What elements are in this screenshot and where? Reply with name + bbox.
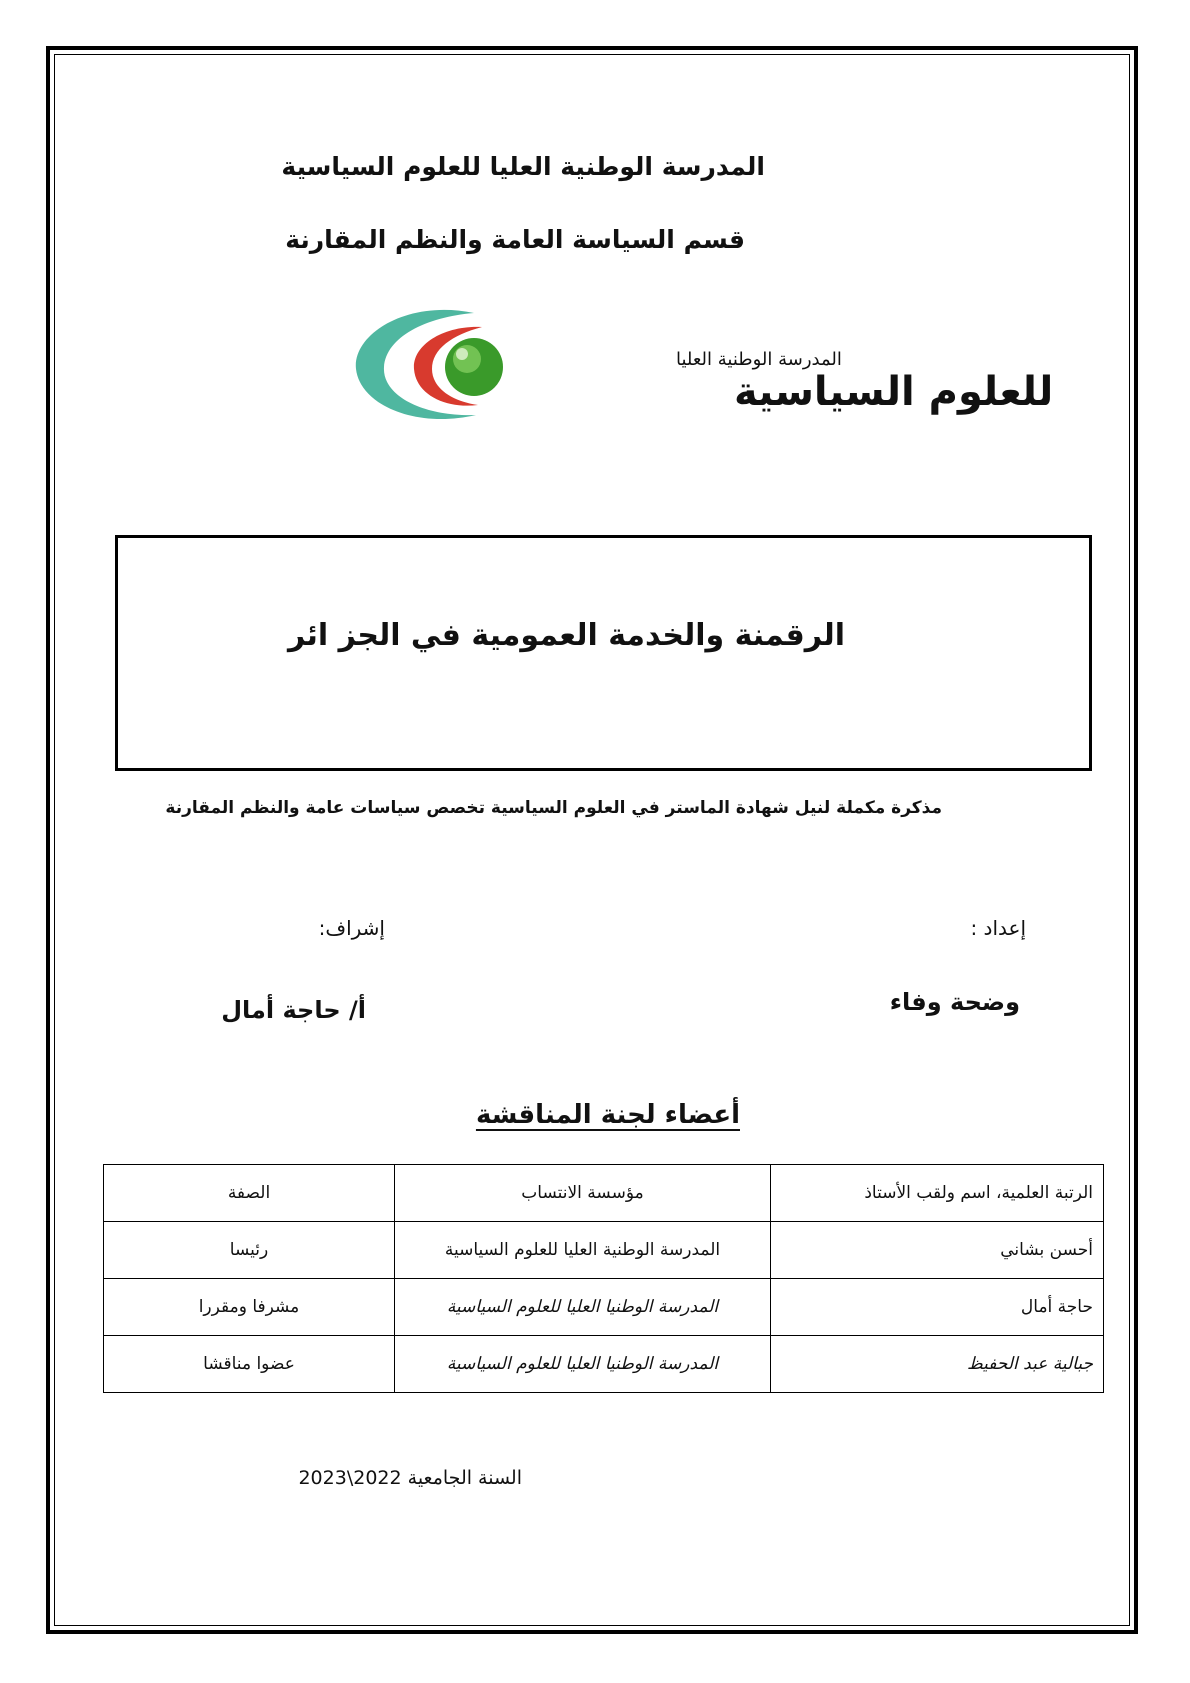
member-role: رئيسا — [104, 1222, 395, 1279]
member-institution: المدرسة الوطنيا العليا للعلوم السياسية — [395, 1279, 771, 1336]
header-cell-name: الرتبة العلمية، اسم ولقب الأستاذ — [771, 1165, 1104, 1222]
logo-text-line1: المدرسة الوطنية العليا — [676, 349, 842, 370]
student-name: وضحة وفاء — [889, 988, 1020, 1016]
member-name: حاجة أمال — [771, 1279, 1104, 1336]
committee-heading: أعضاء لجنة المناقشة — [475, 1100, 740, 1130]
header-cell-role: الصفة — [104, 1165, 395, 1222]
academic-year: السنة الجامعية 2022\2023 — [298, 1467, 522, 1489]
table-row — [104, 1279, 1104, 1336]
header-cell-institution: مؤسسة الانتساب — [395, 1165, 771, 1222]
member-institution: المدرسة الوطنيا العليا للعلوم السياسية — [395, 1336, 771, 1393]
logo-text-line2: للعلوم السياسية — [734, 369, 1054, 415]
title-box — [115, 535, 1092, 771]
table-row — [104, 1336, 1104, 1393]
member-role: مشرفا ومقررا — [104, 1279, 395, 1336]
prepared-by-label: إعداد : — [970, 916, 1026, 940]
member-role: عضوا مناقشا — [104, 1336, 395, 1393]
department-name: قسم السياسة العامة والنظم المقارنة — [285, 225, 745, 254]
supervisor-name: أ/ حاجة أمال — [221, 996, 366, 1024]
thesis-subtitle: مذكرة مكملة لنيل شهادة الماستر في العلوم السياسية تخصص سياسات عامة والنظم المقارنة — [165, 798, 942, 818]
thesis-title: الرقمنة والخدمة العمومية في الجز ائر — [288, 618, 845, 653]
table-row — [104, 1222, 1104, 1279]
member-name: جبالية عبد الحفيظ — [771, 1336, 1104, 1393]
supervision-label: إشراف: — [318, 916, 385, 940]
member-institution: المدرسة الوطنية العليا للعلوم السياسية — [395, 1222, 771, 1279]
committee-table — [103, 1164, 1104, 1393]
school-name: المدرسة الوطنية العليا للعلوم السياسية — [281, 152, 765, 181]
table-header-row — [104, 1165, 1104, 1222]
member-name: أحسن بشاني — [771, 1222, 1104, 1279]
school-logo — [346, 305, 1054, 425]
